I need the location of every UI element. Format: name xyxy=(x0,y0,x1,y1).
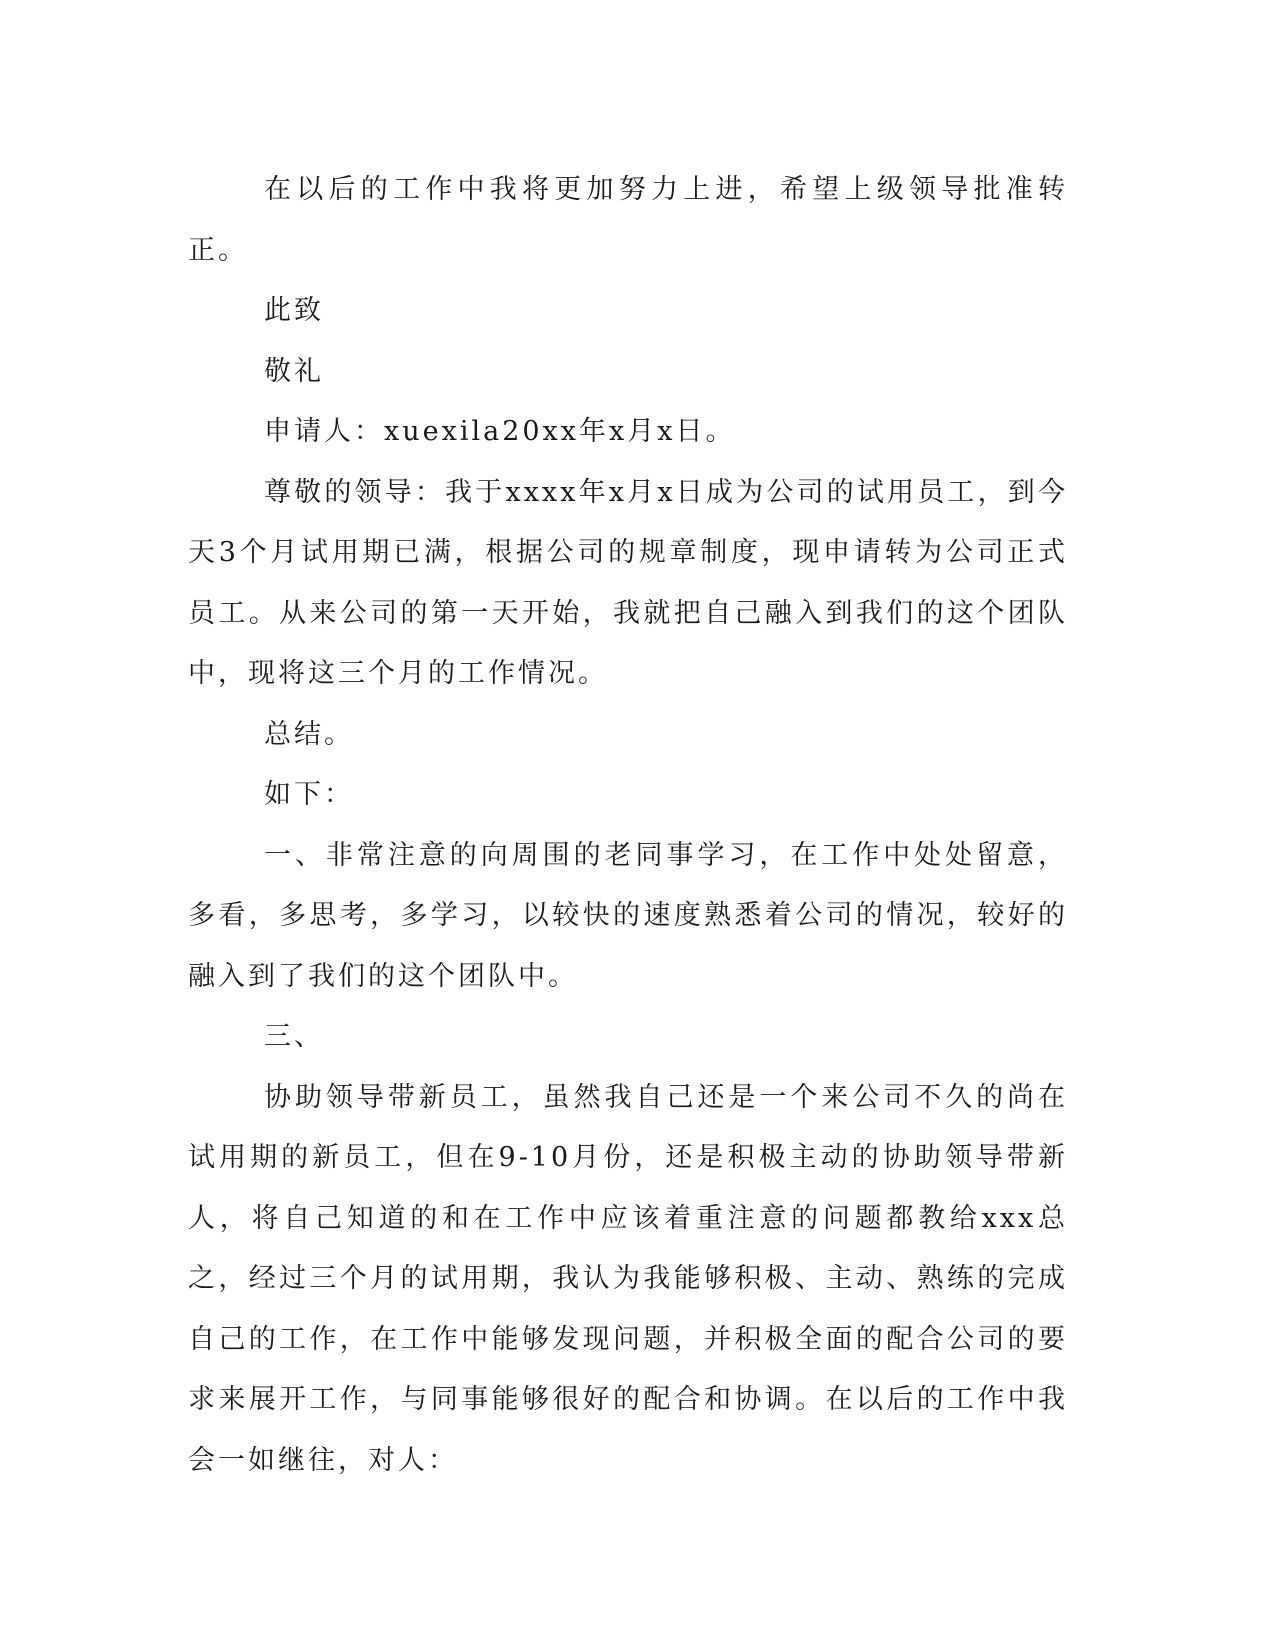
paragraph-salutation-jing-li: 敬礼 xyxy=(264,355,324,387)
document-body xyxy=(188,160,1068,1491)
paragraph-point-three-heading: 三、 xyxy=(264,1021,324,1052)
paragraph-point-one: 一、非常注意的向周围的老同事学习，在工作中处处留意，多看，多思考，多学习，以较快的速度熟悉着公司的情况，较好的融入到了我们的这个团队中。 xyxy=(188,839,1068,992)
paragraph-point-three-body: 协助领导带新员工，虽然我自己还是一个来公司不久的尚在试用期的新员工，但在9-10月份，还是积极主动的协助领导带新人，将自己知道的和在工作中应该着重注意的问题都教给xxx总之，经过三个月的试用期，我认为我能够积极、主动、熟练的完成自己的工作，在工作中能够发现问题，并积极全面的配合公司的要求来展开工作，与同事能够很好的配合和协调。在以后的工作中我会一如继往，对人： xyxy=(188,1081,1068,1476)
paragraph-greeting-intro: 尊敬的领导：我于xxxx年x月x日成为公司的试用员工，到今天3个月试用期已满，根据公司的规章制度，现申请转为公司正式员工。从来公司的第一天开始，我就把自己融入到我们的这个团队中，现将这三个月的工作情况。 xyxy=(188,476,1068,689)
paragraph-closing-wish: 在以后的工作中我将更加努力上进，希望上级领导批准转正。 xyxy=(188,174,1068,266)
paragraph-applicant-signature: 申请人：xuexila20xx年x月x日。 xyxy=(264,416,736,447)
paragraph-summary-heading: 总结。 xyxy=(264,718,354,750)
paragraph-as-follows: 如下： xyxy=(264,779,354,810)
paragraph-salutation-ci-zhi: 此致 xyxy=(264,295,324,326)
